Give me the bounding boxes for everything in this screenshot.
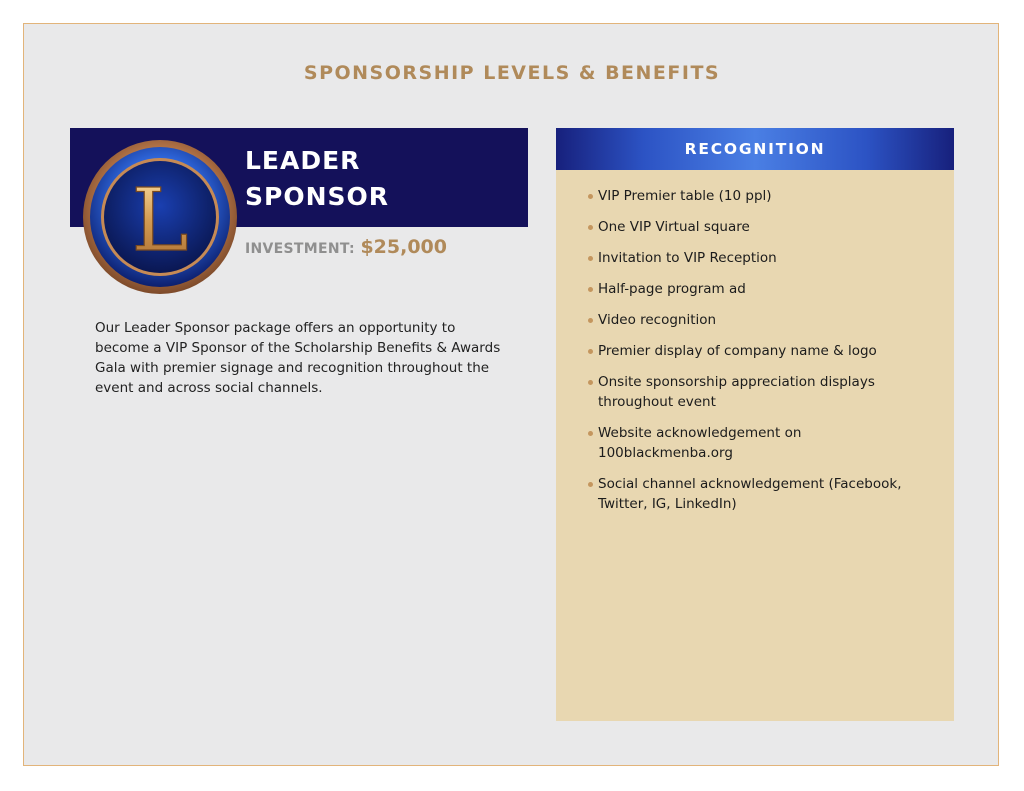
benefit-text: VIP Premier table (10 ppl) [598,188,772,204]
bullet-dot [588,349,593,354]
benefit-text: Onsite sponsorship appreciation displays throughout event [598,374,875,410]
benefit-text: Half-page program ad [598,281,746,297]
sponsor-description: Our Leader Sponsor package offers an opportunity to become a VIP Sponsor of the Scholarship Benefits & Awards Gala with premier signage and recognition throughout the event and across social channels. [95,320,501,396]
benefit-item [588,310,938,330]
benefit-item [588,372,938,412]
benefit-item [588,279,938,299]
benefit-item [588,248,938,268]
benefit-text: Invitation to VIP Reception [598,250,777,266]
bullet-dot [588,287,593,292]
benefit-text: Video recognition [598,312,717,328]
sponsor-title-line1: LEADER [245,146,361,175]
bullet-dot [588,194,593,199]
benefit-item [588,186,938,206]
logo-letter: L [131,171,189,271]
sponsor-title-line2: SPONSOR [245,182,390,211]
benefit-text: One VIP Virtual square [598,219,750,235]
investment-line [245,236,447,258]
investment-label: INVESTMENT: [245,241,355,257]
investment-amount: $25,000 [360,236,447,258]
bullet-dot [588,256,593,261]
recognition-header [556,128,954,170]
page-title: SPONSORSHIP LEVELS & BENEFITS [303,62,721,84]
bullet-dot [588,318,593,323]
benefit-item [588,423,938,463]
benefit-item [588,341,938,361]
bullet-dot [588,380,593,385]
bullet-dot [588,431,593,436]
benefit-text: Website acknowledgement on 100blackmenba.org [598,425,802,461]
benefit-item [588,474,938,514]
sponsor-title [245,143,389,215]
benefit-text: Premier display of company name & logo [598,343,877,359]
recognition-panel [556,128,954,721]
recognition-title: RECOGNITION [684,140,826,158]
bullet-dot [588,482,593,487]
benefit-item [588,217,938,237]
benefit-list [588,186,938,525]
benefit-text: Social channel acknowledgement (Facebook, Twitter, IG, LinkedIn) [598,476,902,512]
leader-logo [80,138,240,296]
bullet-dot [588,225,593,230]
